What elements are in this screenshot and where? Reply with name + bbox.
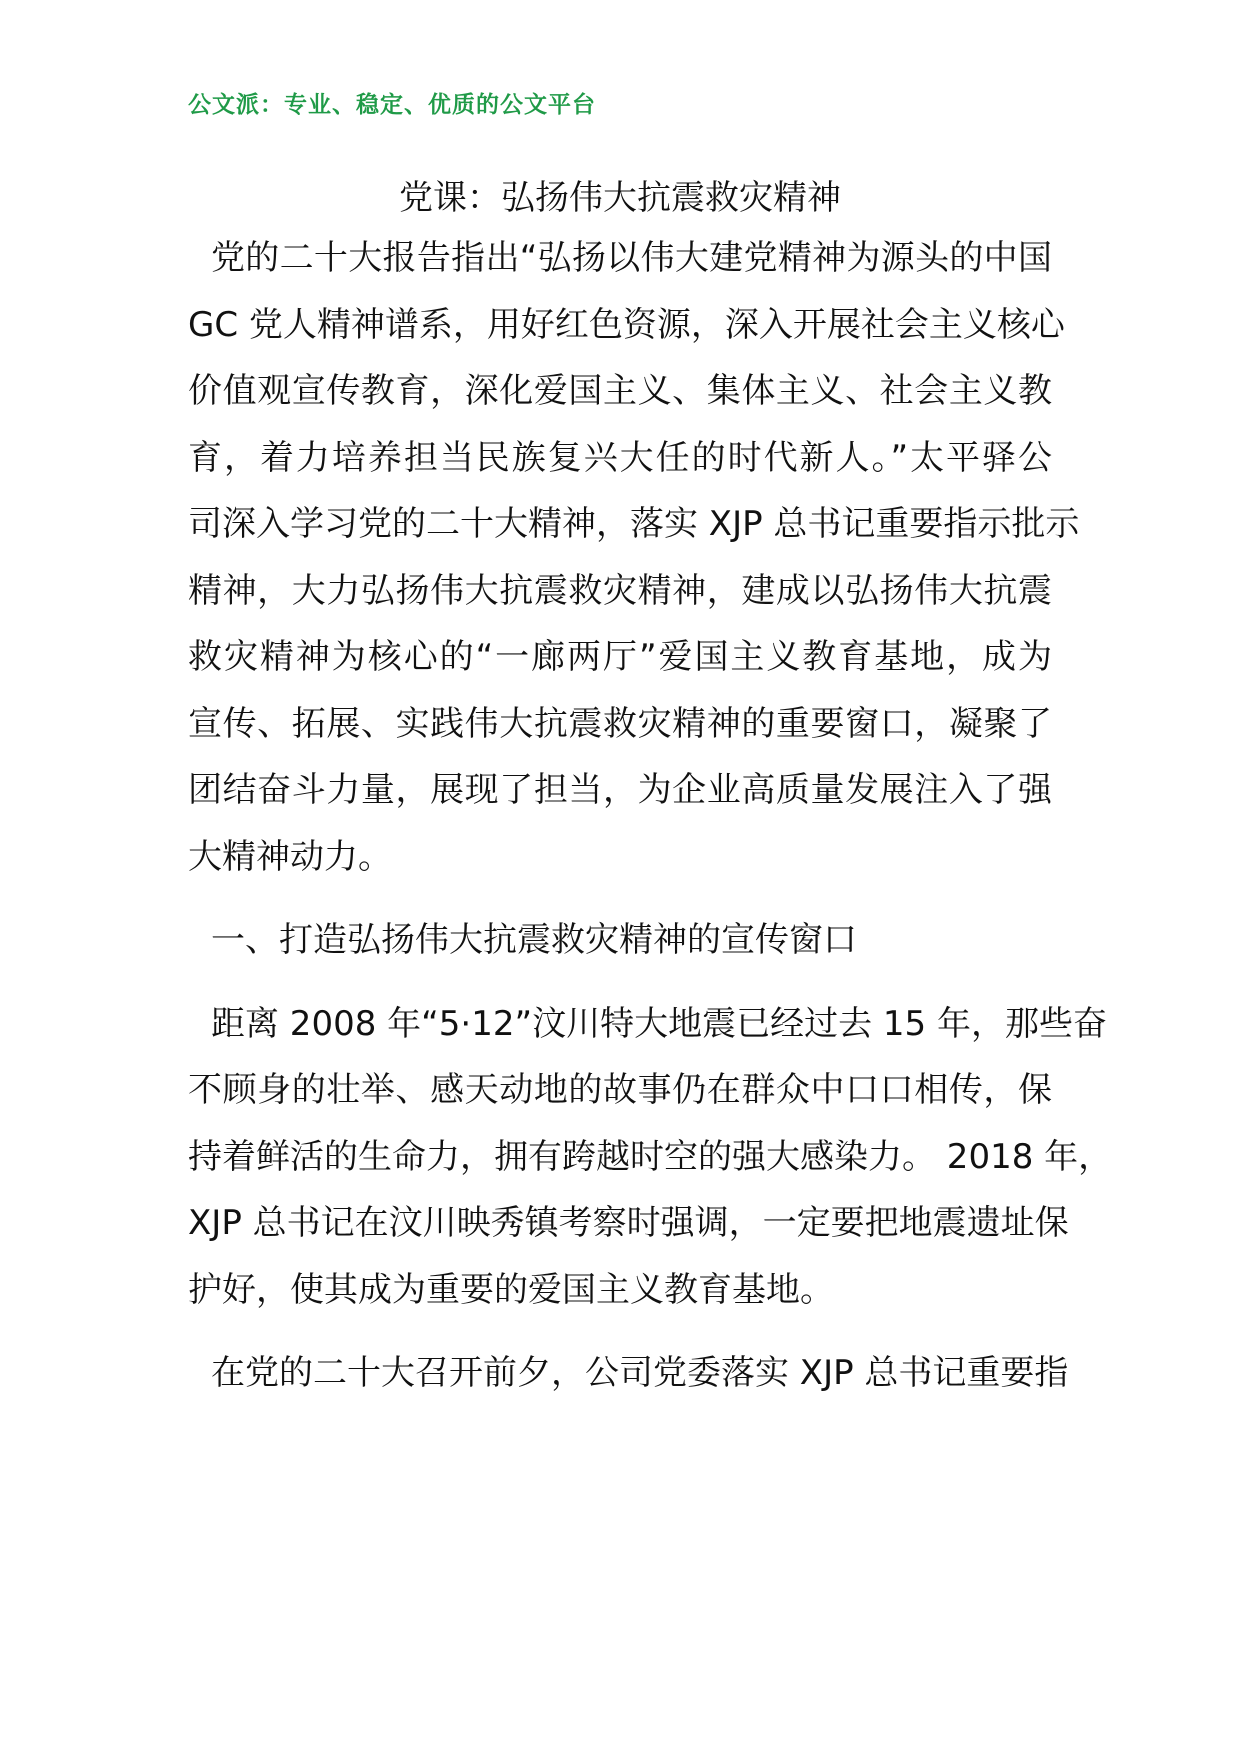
paragraph-1-line-5: 司深入学习党的二十大精神，落实 XJP 总书记重要指示批示 [188, 504, 1080, 544]
paragraph-1-line-7: 救灾精神为核心的“一廊两厅”爱国主义教育基地，成为 [188, 637, 1052, 677]
paragraph-1-line-6: 精神，大力弘扬伟大抗震救灾精神，建成以弘扬伟大抗震 [188, 571, 1052, 611]
paragraph-2-line-5: 护好，使其成为重要的爱国主义教育基地。 [188, 1270, 834, 1310]
paragraph-2-line-2: 不顾身的壮举、感天动地的故事仍在群众中口口相传，保 [188, 1070, 1052, 1110]
paragraph-1-line-4: 育，着力培养担当民族复兴大任的时代新人。”太平驿公 [188, 438, 1052, 478]
paragraph-2-line-4: XJP 总书记在汶川映秀镇考察时强调，一定要把地震遗址保 [188, 1203, 1069, 1243]
paragraph-1-line-8: 宣传、拓展、实践伟大抗震救灾精神的重要窗口，凝聚了 [188, 704, 1052, 744]
paragraph-2-line-1: 距离 2008 年“5·12”汶川特大地震已经过去 15 年，那些奋 [211, 1004, 1107, 1044]
paragraph-1-line-9: 团结奋斗力量，展现了担当，为企业高质量发展注入了强 [188, 770, 1052, 810]
paragraph-1-line-3: 价值观宣传教育，深化爱国主义、集体主义、社会主义教 [188, 371, 1052, 411]
paragraph-2-line-3: 持着鲜活的生命力，拥有跨越时空的强大感染力。 2018 年， [188, 1137, 1113, 1177]
site-header-banner: 公文派：专业、稳定、优质的公文平台 [188, 91, 596, 118]
section-heading-1: 一、打造弘扬伟大抗震救灾精神的宣传窗口 [211, 920, 857, 960]
paragraph-1-line-2: GC 党人精神谱系，用好红色资源，深入开展社会主义核心 [188, 305, 1065, 345]
paragraph-1-line-10: 大精神动力。 [188, 837, 392, 877]
document-title: 党课：弘扬伟大抗震救灾精神 [399, 178, 841, 218]
paragraph-3-line-1: 在党的二十大召开前夕，公司党委落实 XJP 总书记重要指 [211, 1353, 1069, 1393]
paragraph-1-line-1: 党的二十大报告指出“弘扬以伟大建党精神为源头的中国 [211, 238, 1052, 278]
